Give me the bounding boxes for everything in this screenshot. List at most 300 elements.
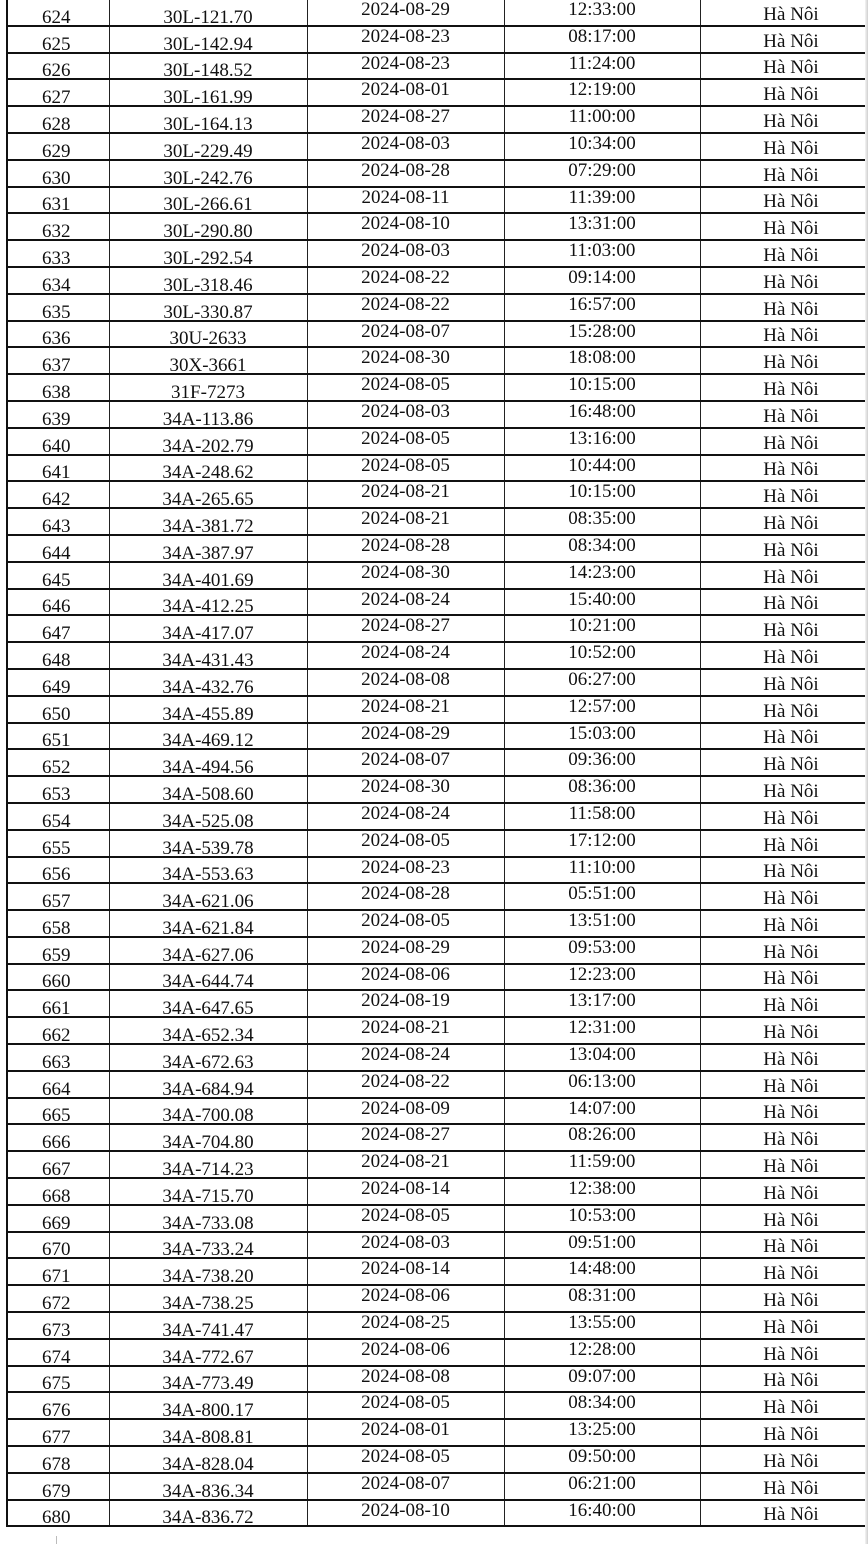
location-cell: Hà Nôi xyxy=(700,749,868,776)
violation-time-cell: 08:34:00 xyxy=(504,535,700,562)
row-number-cell xyxy=(8,669,109,696)
table-row xyxy=(8,1178,868,1205)
row-number-cell xyxy=(8,910,109,937)
table-row xyxy=(8,133,868,160)
location-cell: Hà Nôi xyxy=(700,1285,868,1312)
violation-time-cell: 10:34:00 xyxy=(504,133,700,160)
license-plate-cell xyxy=(109,1285,307,1312)
table-row xyxy=(8,615,868,642)
violation-time-cell: 09:14:00 xyxy=(504,267,700,294)
license-plate-cell xyxy=(109,1312,307,1339)
row-number-cell-text: 652 xyxy=(42,757,71,777)
license-plate-cell xyxy=(109,964,307,991)
location-cell: Hà Nôi xyxy=(700,669,868,696)
location-cell: Hà Nôi xyxy=(700,1151,868,1178)
row-number-cell-text: 673 xyxy=(42,1319,71,1339)
license-plate-cell-text: 31F-7273 xyxy=(171,381,245,401)
violation-date-cell: 2024-08-10 xyxy=(307,213,504,240)
license-plate-cell xyxy=(109,1098,307,1125)
license-plate-cell-text: 34A-733.24 xyxy=(162,1239,254,1259)
license-plate-cell-text: 34A-455.89 xyxy=(162,703,254,723)
row-number-cell-text: 635 xyxy=(42,301,71,321)
license-plate-cell-text: 34A-738.25 xyxy=(162,1293,254,1313)
license-plate-cell xyxy=(109,1205,307,1232)
license-plate-cell-text: 34A-387.97 xyxy=(162,542,254,562)
license-plate-cell-text: 34A-432.76 xyxy=(162,676,254,696)
row-number-cell-text: 653 xyxy=(42,783,71,803)
location-cell: Hà Nôi xyxy=(700,830,868,857)
row-number-cell-text: 647 xyxy=(42,623,71,643)
table-row xyxy=(8,642,868,669)
row-number-cell xyxy=(8,830,109,857)
location-cell: Hà Nôi xyxy=(700,240,868,267)
license-plate-cell xyxy=(109,53,307,80)
row-number-cell-text: 638 xyxy=(42,381,71,401)
violation-time-cell: 17:12:00 xyxy=(504,830,700,857)
license-plate-cell xyxy=(109,133,307,160)
table-row xyxy=(8,1044,868,1071)
row-number-cell xyxy=(8,1044,109,1071)
license-plate-cell-text: 30L-290.80 xyxy=(163,221,253,241)
table-row xyxy=(8,53,868,80)
location-cell: Hà Nôi xyxy=(700,294,868,321)
table-row xyxy=(8,910,868,937)
location-cell: Hà Nôi xyxy=(700,0,868,26)
license-plate-cell xyxy=(109,696,307,723)
violation-time-cell: 10:53:00 xyxy=(504,1205,700,1232)
license-plate-cell xyxy=(109,294,307,321)
license-plate-cell xyxy=(109,374,307,401)
row-number-cell xyxy=(8,1232,109,1259)
violation-time-cell: 12:31:00 xyxy=(504,1017,700,1044)
row-number-cell-text: 628 xyxy=(42,113,71,133)
row-number-cell xyxy=(8,26,109,53)
license-plate-cell xyxy=(109,990,307,1017)
violation-date-cell: 2024-08-03 xyxy=(307,240,504,267)
row-number-cell xyxy=(8,1178,109,1205)
violation-time-cell: 12:38:00 xyxy=(504,1178,700,1205)
license-plate-cell-text: 34A-700.08 xyxy=(162,1105,254,1125)
table-row xyxy=(8,1312,868,1339)
location-cell: Hà Nôi xyxy=(700,910,868,937)
row-number-cell-text: 641 xyxy=(42,462,71,482)
location-cell: Hà Nôi xyxy=(700,79,868,106)
license-plate-cell-text: 34A-836.72 xyxy=(162,1507,254,1527)
location-cell: Hà Nôi xyxy=(700,1071,868,1098)
row-number-cell-text: 663 xyxy=(42,1051,71,1071)
license-plate-cell-text: 34A-431.43 xyxy=(162,649,254,669)
violation-date-cell: 2024-08-24 xyxy=(307,589,504,616)
table-row xyxy=(8,106,868,133)
row-number-cell-text: 648 xyxy=(42,649,71,669)
violation-time-cell: 16:48:00 xyxy=(504,401,700,428)
violation-date-cell: 2024-08-23 xyxy=(307,26,504,53)
row-number-cell xyxy=(8,776,109,803)
row-number-cell xyxy=(8,1151,109,1178)
row-number-cell-text: 658 xyxy=(42,917,71,937)
location-cell: Hà Nôi xyxy=(700,26,868,53)
table-row xyxy=(8,187,868,214)
license-plate-cell-text: 34A-684.94 xyxy=(162,1078,254,1098)
table-row xyxy=(8,401,868,428)
violation-date-cell: 2024-08-05 xyxy=(307,910,504,937)
row-number-cell-text: 626 xyxy=(42,60,71,80)
row-number-cell xyxy=(8,883,109,910)
location-cell: Hà Nôi xyxy=(700,347,868,374)
license-plate-cell-text: 34A-621.84 xyxy=(162,917,254,937)
license-plate-cell-text: 34A-800.17 xyxy=(162,1400,254,1420)
license-plate-cell-text: 30L-292.54 xyxy=(163,247,253,267)
violation-date-cell: 2024-08-06 xyxy=(307,964,504,991)
license-plate-cell xyxy=(109,535,307,562)
table-row xyxy=(8,696,868,723)
location-cell: Hà Nôi xyxy=(700,776,868,803)
row-number-cell xyxy=(8,1205,109,1232)
row-number-cell xyxy=(8,562,109,589)
license-plate-cell-text: 34A-202.79 xyxy=(162,435,254,455)
violation-date-cell: 2024-08-10 xyxy=(307,1500,504,1527)
license-plate-cell xyxy=(109,1017,307,1044)
row-number-cell xyxy=(8,374,109,401)
location-cell: Hà Nôi xyxy=(700,589,868,616)
violation-time-cell: 14:48:00 xyxy=(504,1258,700,1285)
location-cell: Hà Nôi xyxy=(700,964,868,991)
license-plate-cell-text: 34A-412.25 xyxy=(162,596,254,616)
license-plate-cell xyxy=(109,1232,307,1259)
row-number-cell xyxy=(8,455,109,482)
table-row xyxy=(8,0,868,26)
license-plate-cell-text: 34A-738.20 xyxy=(162,1266,254,1286)
license-plate-cell xyxy=(109,615,307,642)
violation-time-cell: 08:31:00 xyxy=(504,1285,700,1312)
table-row xyxy=(8,481,868,508)
violation-time-cell: 13:16:00 xyxy=(504,428,700,455)
license-plate-cell xyxy=(109,160,307,187)
violation-time-cell: 09:36:00 xyxy=(504,749,700,776)
row-number-cell-text: 636 xyxy=(42,328,71,348)
violation-time-cell: 11:03:00 xyxy=(504,240,700,267)
table-row xyxy=(8,240,868,267)
table-row xyxy=(8,562,868,589)
violation-time-cell: 10:21:00 xyxy=(504,615,700,642)
violation-date-cell: 2024-08-05 xyxy=(307,830,504,857)
table-row xyxy=(8,1500,868,1527)
row-number-cell-text: 629 xyxy=(42,140,71,160)
violation-date-cell: 2024-08-14 xyxy=(307,1178,504,1205)
location-cell: Hà Nôi xyxy=(700,1124,868,1151)
row-number-cell-text: 667 xyxy=(42,1159,71,1179)
violation-date-cell: 2024-08-28 xyxy=(307,535,504,562)
location-cell: Hà Nôi xyxy=(700,535,868,562)
row-number-cell-text: 678 xyxy=(42,1453,71,1473)
license-plate-cell xyxy=(109,883,307,910)
location-cell: Hà Nôi xyxy=(700,723,868,750)
location-cell: Hà Nôi xyxy=(700,508,868,535)
license-plate-cell xyxy=(109,1473,307,1500)
row-number-cell-text: 661 xyxy=(42,998,71,1018)
license-plate-cell-text: 34A-773.49 xyxy=(162,1373,254,1393)
license-plate-cell xyxy=(109,401,307,428)
row-number-cell-text: 624 xyxy=(42,6,71,26)
license-plate-cell-text: 34A-741.47 xyxy=(162,1319,254,1339)
violation-date-cell: 2024-08-05 xyxy=(307,455,504,482)
violation-time-cell: 08:36:00 xyxy=(504,776,700,803)
row-number-cell xyxy=(8,187,109,214)
location-cell: Hà Nôi xyxy=(700,1205,868,1232)
license-plate-cell-text: 34A-828.04 xyxy=(162,1453,254,1473)
row-number-cell xyxy=(8,428,109,455)
table-row xyxy=(8,937,868,964)
location-cell: Hà Nôi xyxy=(700,1017,868,1044)
table-row xyxy=(8,1446,868,1473)
license-plate-cell-text: 30X-3661 xyxy=(169,355,247,375)
violation-date-cell: 2024-08-08 xyxy=(307,1366,504,1393)
table-row xyxy=(8,883,868,910)
license-plate-cell xyxy=(109,347,307,374)
table-row xyxy=(8,1124,868,1151)
license-plate-cell-text: 34A-652.34 xyxy=(162,1025,254,1045)
row-number-cell-text: 676 xyxy=(42,1400,71,1420)
violation-table xyxy=(8,0,868,1527)
violation-time-cell: 09:07:00 xyxy=(504,1366,700,1393)
row-number-cell xyxy=(8,508,109,535)
violation-date-cell: 2024-08-25 xyxy=(307,1312,504,1339)
row-number-cell-text: 654 xyxy=(42,810,71,830)
table-row xyxy=(8,964,868,991)
table-row xyxy=(8,213,868,240)
violation-date-cell: 2024-08-27 xyxy=(307,1124,504,1151)
violation-date-cell: 2024-08-11 xyxy=(307,187,504,214)
license-plate-cell-text: 30U-2633 xyxy=(169,328,247,348)
violation-time-cell: 13:55:00 xyxy=(504,1312,700,1339)
violation-date-cell: 2024-08-22 xyxy=(307,1071,504,1098)
table-row xyxy=(8,857,868,884)
license-plate-cell xyxy=(109,79,307,106)
row-number-cell xyxy=(8,1071,109,1098)
row-number-cell-text: 640 xyxy=(42,435,71,455)
row-number-cell xyxy=(8,1312,109,1339)
violation-date-cell: 2024-08-24 xyxy=(307,803,504,830)
violation-time-cell: 11:00:00 xyxy=(504,106,700,133)
violation-date-cell: 2024-08-05 xyxy=(307,1205,504,1232)
location-cell: Hà Nôi xyxy=(700,428,868,455)
table-row xyxy=(8,1419,868,1446)
row-number-cell-text: 669 xyxy=(42,1212,71,1232)
row-number-cell xyxy=(8,615,109,642)
license-plate-cell xyxy=(109,1258,307,1285)
table-row xyxy=(8,79,868,106)
violation-time-cell: 09:50:00 xyxy=(504,1446,700,1473)
license-plate-cell xyxy=(109,1419,307,1446)
row-number-cell-text: 657 xyxy=(42,891,71,911)
license-plate-cell xyxy=(109,1178,307,1205)
table-row xyxy=(8,830,868,857)
row-number-cell xyxy=(8,937,109,964)
license-plate-cell xyxy=(109,428,307,455)
license-plate-cell xyxy=(109,589,307,616)
table-row xyxy=(8,294,868,321)
violation-date-cell: 2024-08-05 xyxy=(307,374,504,401)
row-number-cell xyxy=(8,1098,109,1125)
violation-date-cell: 2024-08-21 xyxy=(307,696,504,723)
location-cell: Hà Nôi xyxy=(700,1044,868,1071)
license-plate-cell-text: 34A-647.65 xyxy=(162,998,254,1018)
violation-date-cell: 2024-08-07 xyxy=(307,321,504,348)
license-plate-cell-text: 34A-508.60 xyxy=(162,783,254,803)
table-row xyxy=(8,321,868,348)
table-row xyxy=(8,428,868,455)
table-row xyxy=(8,1339,868,1366)
table-row xyxy=(8,455,868,482)
license-plate-cell xyxy=(109,857,307,884)
row-number-cell xyxy=(8,240,109,267)
license-plate-cell-text: 34A-401.69 xyxy=(162,569,254,589)
table-row xyxy=(8,589,868,616)
location-cell: Hà Nôi xyxy=(700,106,868,133)
row-number-cell xyxy=(8,1339,109,1366)
row-number-cell xyxy=(8,1366,109,1393)
table-row xyxy=(8,723,868,750)
license-plate-cell-text: 34A-113.86 xyxy=(162,408,254,428)
row-number-cell-text: 655 xyxy=(42,837,71,857)
violation-time-cell: 11:24:00 xyxy=(504,53,700,80)
license-plate-cell xyxy=(109,1392,307,1419)
violation-date-cell: 2024-08-23 xyxy=(307,857,504,884)
license-plate-cell-text: 34A-704.80 xyxy=(162,1132,254,1152)
violation-time-cell: 12:33:00 xyxy=(504,0,700,26)
license-plate-cell xyxy=(109,455,307,482)
row-number-cell xyxy=(8,294,109,321)
location-cell: Hà Nôi xyxy=(700,615,868,642)
license-plate-cell xyxy=(109,26,307,53)
license-plate-cell-text: 34A-525.08 xyxy=(162,810,254,830)
violation-date-cell: 2024-08-22 xyxy=(307,294,504,321)
row-number-cell xyxy=(8,106,109,133)
license-plate-cell xyxy=(109,187,307,214)
license-plate-cell-text: 34A-808.81 xyxy=(162,1427,254,1447)
violation-date-cell: 2024-08-19 xyxy=(307,990,504,1017)
row-number-cell xyxy=(8,749,109,776)
row-number-cell-text: 656 xyxy=(42,864,71,884)
row-number-cell-text: 643 xyxy=(42,515,71,535)
violation-date-cell: 2024-08-29 xyxy=(307,723,504,750)
violation-time-cell: 10:52:00 xyxy=(504,642,700,669)
violation-date-cell: 2024-08-08 xyxy=(307,669,504,696)
violation-date-cell: 2024-08-01 xyxy=(307,79,504,106)
license-plate-cell-text: 34A-469.12 xyxy=(162,730,254,750)
license-plate-cell-text: 34A-553.63 xyxy=(162,864,254,884)
license-plate-cell xyxy=(109,1366,307,1393)
location-cell: Hà Nôi xyxy=(700,803,868,830)
violation-date-cell: 2024-08-22 xyxy=(307,267,504,294)
violation-time-cell: 16:57:00 xyxy=(504,294,700,321)
license-plate-cell-text: 30L-229.49 xyxy=(163,140,253,160)
license-plate-cell xyxy=(109,669,307,696)
location-cell: Hà Nôi xyxy=(700,455,868,482)
license-plate-cell-text: 30L-266.61 xyxy=(163,194,253,214)
violation-time-cell: 07:29:00 xyxy=(504,160,700,187)
license-plate-cell xyxy=(109,1044,307,1071)
table-row xyxy=(8,1098,868,1125)
license-plate-cell xyxy=(109,508,307,535)
license-plate-cell-text: 34A-627.06 xyxy=(162,944,254,964)
violation-time-cell: 11:58:00 xyxy=(504,803,700,830)
row-number-cell-text: 642 xyxy=(42,489,71,509)
violation-date-cell: 2024-08-27 xyxy=(307,106,504,133)
table-row xyxy=(8,1017,868,1044)
license-plate-cell xyxy=(109,1124,307,1151)
violation-time-cell: 08:35:00 xyxy=(504,508,700,535)
license-plate-cell xyxy=(109,803,307,830)
license-plate-cell xyxy=(109,830,307,857)
violation-date-cell: 2024-08-05 xyxy=(307,1446,504,1473)
license-plate-cell-text: 34A-714.23 xyxy=(162,1159,254,1179)
row-number-cell xyxy=(8,53,109,80)
row-number-cell-text: 631 xyxy=(42,194,71,214)
row-number-cell-text: 660 xyxy=(42,971,71,991)
violation-date-cell: 2024-08-14 xyxy=(307,1258,504,1285)
row-number-cell xyxy=(8,1419,109,1446)
violation-date-cell: 2024-08-21 xyxy=(307,1151,504,1178)
violation-date-cell: 2024-08-09 xyxy=(307,1098,504,1125)
row-number-cell-text: 646 xyxy=(42,596,71,616)
license-plate-cell-text: 30L-121.70 xyxy=(163,6,253,26)
violation-time-cell: 06:13:00 xyxy=(504,1071,700,1098)
license-plate-cell-text: 34A-672.63 xyxy=(162,1051,254,1071)
row-number-cell xyxy=(8,160,109,187)
license-plate-cell-text: 30L-242.76 xyxy=(163,167,253,187)
location-cell: Hà Nôi xyxy=(700,1178,868,1205)
location-cell: Hà Nôi xyxy=(700,1419,868,1446)
row-number-cell-text: 634 xyxy=(42,274,71,294)
row-number-cell-text: 666 xyxy=(42,1132,71,1152)
location-cell: Hà Nôi xyxy=(700,1258,868,1285)
row-number-cell xyxy=(8,1258,109,1285)
violation-date-cell: 2024-08-21 xyxy=(307,481,504,508)
row-number-cell-text: 664 xyxy=(42,1078,71,1098)
row-number-cell xyxy=(8,1017,109,1044)
license-plate-cell xyxy=(109,321,307,348)
row-number-cell-text: 630 xyxy=(42,167,71,187)
location-cell: Hà Nôi xyxy=(700,481,868,508)
violation-date-cell: 2024-08-03 xyxy=(307,401,504,428)
license-plate-cell xyxy=(109,910,307,937)
violation-date-cell: 2024-08-03 xyxy=(307,1232,504,1259)
table-row xyxy=(8,1205,868,1232)
location-cell: Hà Nôi xyxy=(700,857,868,884)
violation-time-cell: 13:51:00 xyxy=(504,910,700,937)
license-plate-cell-text: 30L-330.87 xyxy=(163,301,253,321)
row-number-cell-text: 644 xyxy=(42,542,71,562)
table-row xyxy=(8,1366,868,1393)
location-cell: Hà Nôi xyxy=(700,53,868,80)
violation-date-cell: 2024-08-29 xyxy=(307,0,504,26)
license-plate-cell-text: 30L-318.46 xyxy=(163,274,253,294)
row-number-cell-text: 679 xyxy=(42,1480,71,1500)
table-row xyxy=(8,1071,868,1098)
row-number-cell xyxy=(8,964,109,991)
table-row xyxy=(8,749,868,776)
row-number-cell-text: 672 xyxy=(42,1293,71,1313)
location-cell: Hà Nôi xyxy=(700,1232,868,1259)
row-number-cell xyxy=(8,1124,109,1151)
violation-time-cell: 13:04:00 xyxy=(504,1044,700,1071)
table-row xyxy=(8,669,868,696)
violation-date-cell: 2024-08-27 xyxy=(307,615,504,642)
license-plate-cell xyxy=(109,937,307,964)
location-cell: Hà Nôi xyxy=(700,187,868,214)
location-cell: Hà Nôi xyxy=(700,1339,868,1366)
